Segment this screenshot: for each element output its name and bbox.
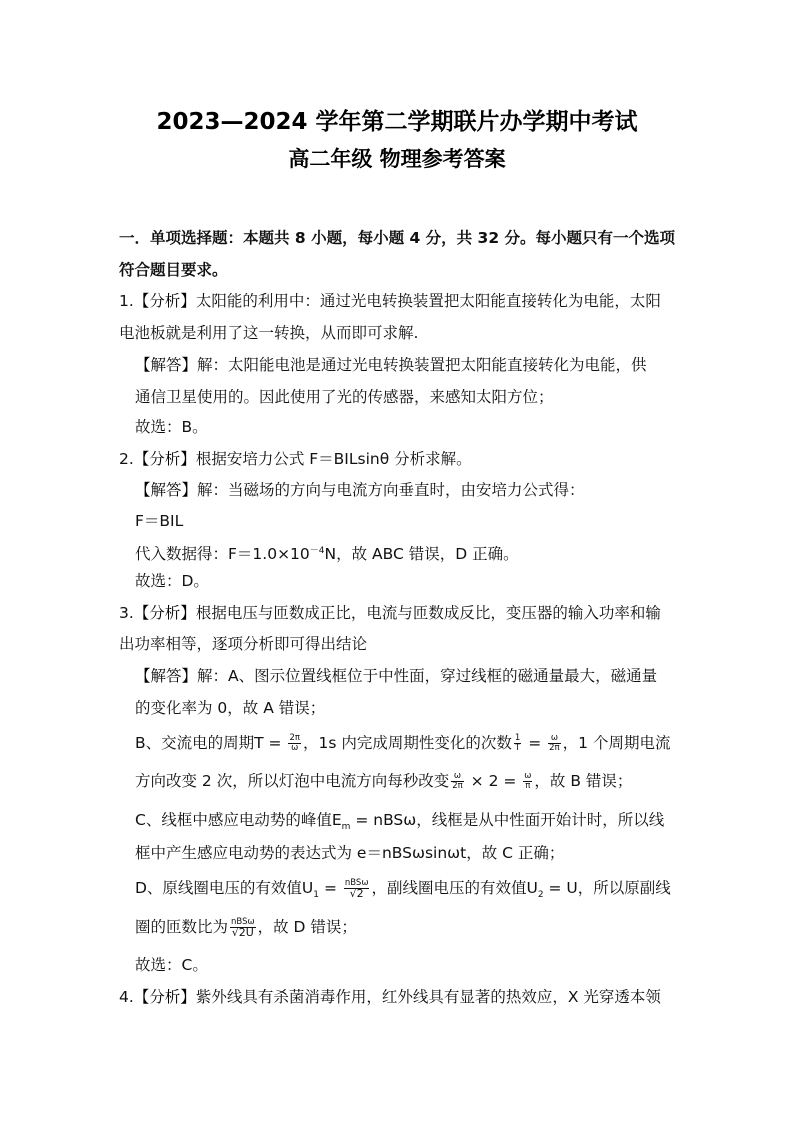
- fraction-numerator: ω: [451, 772, 464, 782]
- q3-b-text-6: × 2 =: [465, 772, 522, 790]
- fraction: [344, 879, 370, 898]
- fraction: [288, 734, 301, 753]
- q2-exponent: －4: [309, 546, 325, 556]
- fraction-numerator: nBSω: [231, 917, 255, 927]
- q2-substitute-a: 代入数据得：F＝1.0×10: [135, 545, 310, 564]
- q2-answer: [135, 480, 585, 500]
- fraction-numerator: ω: [524, 771, 532, 781]
- q3-option-c-cont: 框中产生感应电动势的表达式为 e＝nBSωsinωt，故 C 正确；: [135, 844, 565, 862]
- q2-formula: F＝BIL: [135, 512, 184, 530]
- fraction-numerator: 1: [514, 733, 521, 743]
- fraction: [230, 918, 256, 937]
- fraction: [451, 772, 464, 791]
- q4-analysis-text: 紫外线具有杀菌消毒作用，红外线具有显著的热效应，X 光穿透本领: [195, 988, 661, 1006]
- q1-analysis-cont: 电池板就是利用了这一转换，从而即可求解.: [119, 324, 419, 342]
- q3-option-d-cont: [135, 917, 357, 937]
- section-heading-cont: 符合题目要求。: [119, 261, 228, 279]
- q3-answer-text: 解：A、图示位置线框位于中性面，穿过线框的磁通量最大，磁通量: [197, 667, 658, 685]
- q3-option-b-cont: [135, 771, 632, 791]
- fraction-denominator: ω: [291, 743, 299, 753]
- q3-c-text-1: C、线框中感应电动势的峰值E: [135, 811, 342, 829]
- q3-option-d: [135, 878, 671, 905]
- q3-analysis-cont: 出功率相等，逐项分析即可得出结论: [119, 635, 368, 653]
- q3-b-text-5: 方向改变 2 次，所以灯泡中电流方向每秒改变: [135, 772, 450, 790]
- q2-choice: 故选：D。: [135, 572, 209, 590]
- fraction-numerator: nBSω: [344, 878, 369, 888]
- q3-answer: [135, 666, 657, 686]
- q3-choice: 故选：C。: [135, 956, 208, 974]
- fraction-numerator: 2π: [289, 733, 300, 743]
- q4-number: 4.: [119, 988, 134, 1006]
- q1-choice: 故选：B。: [135, 418, 208, 436]
- q3-d-subscript-1: 1: [313, 890, 320, 901]
- q2-analysis: [119, 449, 472, 469]
- q3-analysis-text: 根据电压与匝数成正比，电流与匝数成反比，变压器的输入功率和输: [195, 604, 661, 622]
- fraction: [523, 772, 532, 791]
- fraction-denominator: π: [525, 781, 531, 791]
- q3-d-text-2: =: [319, 879, 342, 897]
- q3-c-text-2: = nBSω，线框是从中性面开始计时，所以线: [350, 811, 665, 829]
- q2-substitute-b: N，故 ABC 错误，D 正确。: [324, 545, 519, 564]
- analysis-tag: 【分析】: [133, 604, 196, 622]
- analysis-tag: 【分析】: [133, 450, 196, 468]
- q2-number: 2.: [119, 450, 134, 468]
- q3-d-text-3: ，副线圈电压的有效值U: [371, 879, 538, 897]
- answer-tag: 【解答】: [135, 481, 198, 499]
- fraction-denominator: 2π: [452, 781, 463, 791]
- q3-b-text-4: ，1 个周期电流: [562, 734, 671, 752]
- section-heading: 一．单项选择题：本题共 8 小题，每小题 4 分，共 32 分。每小题只有一个选项: [119, 229, 676, 247]
- q1-number: 1.: [119, 292, 134, 310]
- q3-c-subscript: m: [341, 822, 351, 833]
- analysis-tag: 【分析】: [133, 292, 196, 310]
- q3-b-text-3: =: [523, 734, 547, 752]
- q3-d-text-5: 圈的匝数比为: [135, 918, 229, 936]
- page-title: 2023—2024 学年第二学期联片办学期中考试: [156, 109, 638, 135]
- q3-b-text-7: ，故 B 错误；: [534, 772, 633, 790]
- q3-d-text-1: D、原线圈电压的有效值U: [135, 879, 314, 897]
- q2-substitute: [135, 541, 519, 564]
- q3-analysis: [119, 603, 661, 623]
- q3-option-c: [135, 810, 664, 837]
- q1-answer: [135, 355, 647, 375]
- q3-b-text-1: B、交流电的周期T =: [135, 734, 287, 752]
- fraction-denominator: T: [514, 743, 521, 753]
- answer-tag: 【解答】: [135, 667, 198, 685]
- fraction: [514, 734, 521, 753]
- page-subtitle: 高二年级 物理参考答案: [288, 147, 506, 171]
- fraction-denominator: √2U: [231, 926, 254, 939]
- q3-d-subscript-2: 2: [537, 890, 544, 901]
- fraction-numerator: ω: [548, 734, 561, 744]
- q3-d-text-6: ，故 D 错误；: [257, 918, 357, 936]
- q1-answer-cont: 通信卫星使用的。因此使用了光的传感器，来感知太阳方位；: [135, 388, 554, 406]
- q4-analysis: [119, 987, 661, 1007]
- q1-analysis: [119, 291, 661, 311]
- q3-d-text-4: = U，所以原副线: [543, 879, 671, 897]
- fraction-denominator: √2: [349, 887, 364, 900]
- q2-analysis-text: 根据安培力公式 F＝BILsinθ 分析求解。: [195, 450, 472, 468]
- fraction: [548, 734, 561, 753]
- q1-analysis-text: 太阳能的利用中：通过光电转换装置把太阳能直接转化为电能，太阳: [195, 292, 661, 310]
- q1-answer-text: 解：太阳能电池是通过光电转换装置把太阳能直接转化为电能，供: [197, 356, 647, 374]
- analysis-tag: 【分析】: [133, 988, 196, 1006]
- answer-tag: 【解答】: [135, 356, 198, 374]
- q3-option-b: [135, 733, 670, 753]
- q3-b-text-2: ，1s 内完成周期性变化的次数: [302, 734, 512, 752]
- fraction-denominator: 2π: [549, 743, 560, 753]
- q2-answer-text: 解：当磁场的方向与电流方向垂直时，由安培力公式得：: [197, 481, 585, 499]
- q3-number: 3.: [119, 604, 134, 622]
- q3-answer-cont: 的变化率为 0，故 A 错误；: [135, 699, 326, 717]
